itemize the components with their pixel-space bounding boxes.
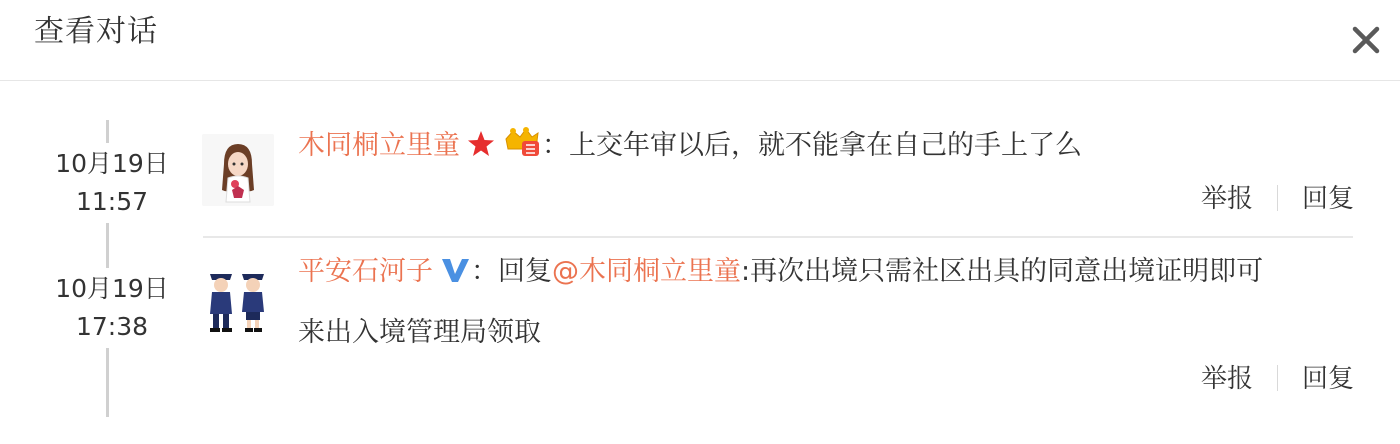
message-body	[298, 244, 1358, 361]
message-time: 11:57	[75, 187, 149, 216]
avatar[interactable]	[202, 262, 274, 334]
message-text: 上交年审以后，就不能拿在自己的手上了么	[569, 130, 1082, 161]
message-timestamp	[42, 143, 182, 223]
message-body	[298, 118, 1358, 179]
action-divider	[1277, 365, 1278, 391]
message-time: 17:38	[75, 312, 149, 341]
username-link[interactable]: 木同桐立里童	[298, 130, 460, 161]
mention-link[interactable]: @木同桐立里童	[552, 256, 741, 287]
star-badge-icon[interactable]	[466, 123, 496, 179]
colon: ：	[542, 130, 569, 161]
message-date: 10月19日	[55, 274, 169, 303]
dialog-header	[0, 0, 1400, 81]
action-divider	[1277, 185, 1278, 211]
username-link[interactable]: 平安石河子	[298, 256, 433, 287]
message-text: :再次出境只需社区出具的同意出境证明即可	[741, 256, 1264, 287]
message-text-continued: 来出入境管理局领取	[298, 317, 541, 348]
message-date: 10月19日	[55, 149, 169, 178]
report-button[interactable]: 举报	[1200, 184, 1253, 214]
message-divider	[203, 236, 1353, 238]
message-actions	[1201, 182, 1354, 216]
crown-badge-icon[interactable]	[502, 123, 542, 179]
message-timestamp	[42, 268, 182, 348]
colon: ：	[471, 256, 498, 287]
dialog-title: 查看对话	[34, 14, 158, 49]
verified-badge-icon[interactable]	[439, 249, 471, 305]
report-button[interactable]: 举报	[1200, 364, 1253, 394]
close-icon[interactable]	[1346, 20, 1386, 60]
message-actions	[1201, 362, 1354, 396]
reply-prefix: 回复	[498, 256, 552, 287]
avatar[interactable]	[202, 134, 274, 206]
reply-button[interactable]: 回复	[1301, 184, 1354, 214]
reply-button[interactable]: 回复	[1301, 364, 1354, 394]
